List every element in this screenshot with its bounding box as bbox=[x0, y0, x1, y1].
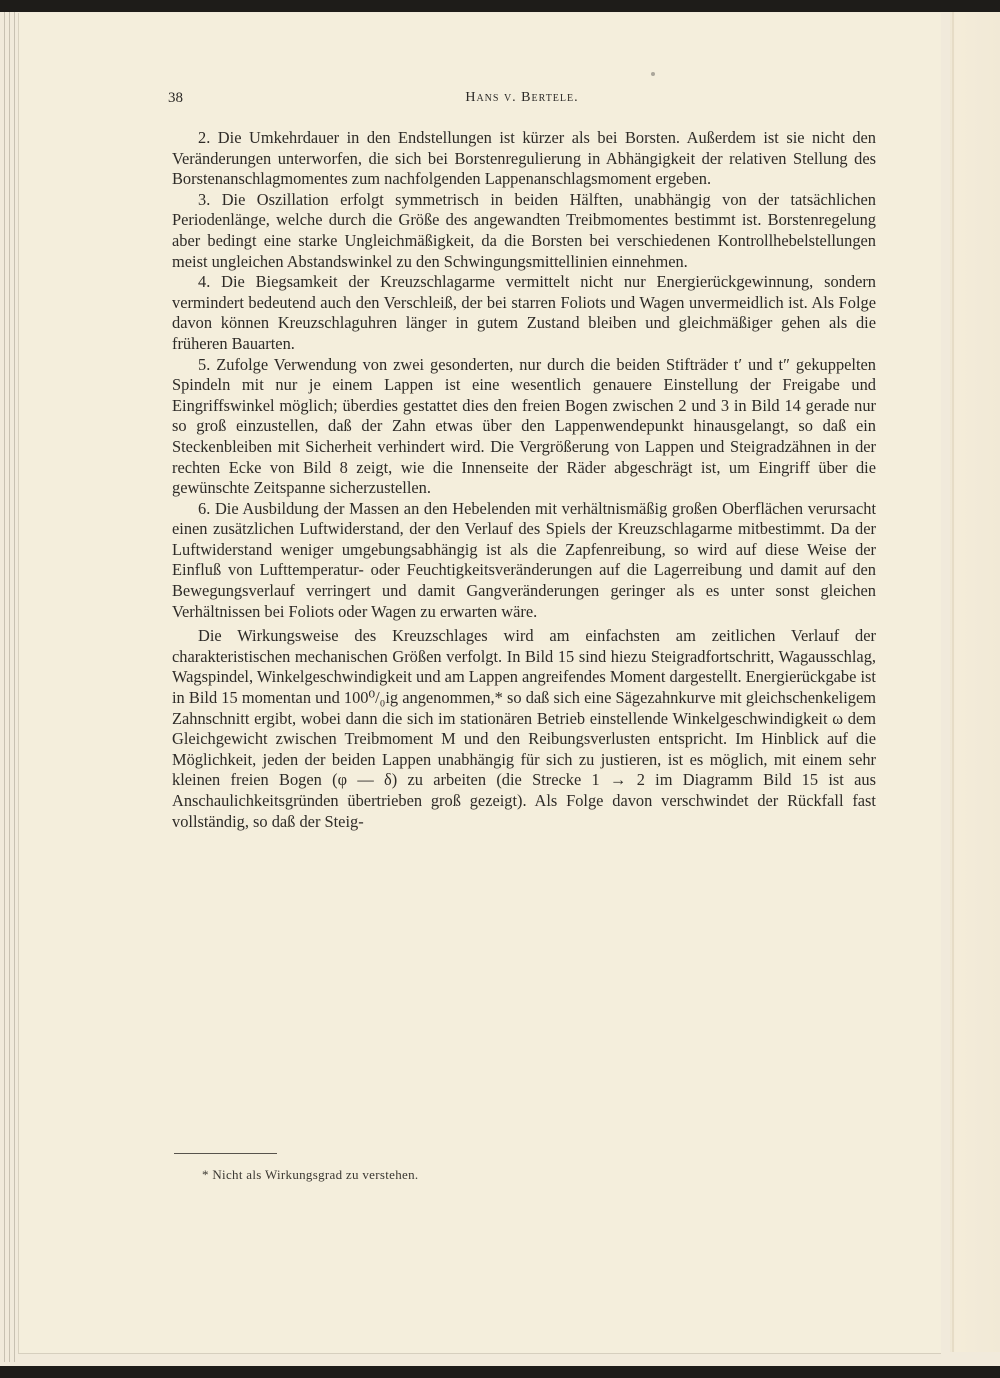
page-edge-line bbox=[14, 12, 15, 1362]
page-edge-line bbox=[9, 12, 10, 1362]
footnote-rule bbox=[174, 1153, 277, 1154]
body-text bbox=[172, 128, 876, 832]
paragraph-wirkungsweise: Die Wirkungsweise des Kreuzschlages wird am einfachsten am zeitlichen Verlauf der charakteristischen mechanischen Größen verfolgt. In Bild 15 sind hiezu Steigradfortschritt, Wagausschlag, Wagspindel, Winkelgeschwindigkeit und am Lappen angreifendes Moment dargestellt. Energierückgabe ist in Bild 15 momentan und 100⁰/₀ig angenommen,* so daß sich eine Sägezahnkurve mit gleichschenkeligem Zahnschnitt ergibt, wobei dann die sich im stationären Betrieb einstellende Winkelgeschwindigkeit ω dem Gleichgewicht zwischen Treibmoment M und den Reibungsverlusten entspricht. Im Hinblick auf die Möglichkeit, jeden der beiden Lappen unabhängig für sich zu justieren, ist es möglich, mit einem sehr kleinen freien Bogen (φ — δ) zu arbeiten (die Strecke 1 → 2 im Diagramm Bild 15 ist aus Anschaulichkeitsgründen übertrieben groß gezeigt). Als Folge davon verschwindet der Rückfall fast vollständig, so daß der Steig- bbox=[172, 626, 876, 831]
page-number: 38 bbox=[168, 90, 183, 106]
paragraph-item-5: 5. Zufolge Verwendung von zwei gesonderten, nur durch die beiden Stifträder t′ und t″ gekuppelten Spindeln mit nur je einem Lappen ist eine wesentlich genauere Einstellung der Freigabe und Eingriffswinkel möglich; überdies gestattet dies den freien Bogen zwischen 2 und 3 in Bild 14 gerade nur so groß einzustellen, daß der Zahn etwas über den Lappenwendepunkt hinausgelangt, so daß ein Steckenbleiben mit Sicherheit verhindert wird. Die Vergrößerung von Lappen und Steigradzähnen in der rechten Ecke von Bild 8 zeigt, wie die Innenseite der Räder abgeschrägt ist, um Eingriff über die gewünschte Zeitspanne sicherzustellen. bbox=[172, 354, 876, 498]
gutter-line bbox=[952, 12, 954, 1352]
running-head: Hans v. Bertele. bbox=[465, 90, 579, 105]
book-gutter bbox=[950, 12, 1000, 1352]
paper-speck bbox=[651, 72, 655, 76]
page-header bbox=[168, 90, 876, 112]
paragraph-item-2: 2. Die Umkehrdauer in den Endstellungen ist kürzer als bei Borsten. Außerdem ist sie nicht den Veränderungen unterworfen, die sich bei Borstenregulierung in Abhängigkeit der relativen Stellung des Borstenanschlagmomentes zum nachfolgenden Lappenanschlagsmoment ergeben. bbox=[172, 128, 876, 189]
page-edge-line bbox=[4, 12, 5, 1362]
footnote: * Nicht als Wirkungsgrad zu verstehen. bbox=[202, 1167, 419, 1182]
paragraph-item-6: 6. Die Ausbildung der Massen an den Hebelenden mit verhältnismäßig großen Oberflächen verursacht einen zusätzlichen Luftwiderstand, der den Verlauf des Spiels der Kreuzschlagarme mitbestimmt. Da der Luftwiderstand weniger umgebungsabhängig ist als die Zapfenreibung, so wird auf diese Weise der Einfluß von Lufttemperatur- oder Feuchtigkeitsveränderungen auf die Lagerreibung und damit auf den Bewegungsverlauf verringert und damit Gangveränderungen geringer als es unter sonst gleichen Verhältnissen bei Foliots oder Wagen zu erwarten wäre. bbox=[172, 498, 876, 621]
paragraph-item-3: 3. Die Oszillation erfolgt symmetrisch in beiden Hälften, unabhängig von der tatsächlichen Periodenlänge, welche durch die Größe des angewandten Treibmomentes bestimmt ist. Borstenregelung aber bedingt eine starke Ungleichmäßigkeit, da die Borsten bei verschiedenen Kontrollhebelstellungen meist ungleichen Abstandswinkel zu den Schwingungsmittellinien einnehmen. bbox=[172, 189, 876, 271]
paragraph-item-4: 4. Die Biegsamkeit der Kreuzschlagarme vermittelt nicht nur Energierückgewinnung, sondern vermindert bedeutend auch den Verschleiß, der bei starren Foliots und Wagen unvermeidlich ist. Als Folge davon können Kreuzschlaguhren länger in gutem Zustand bleiben und gleichmäßiger gehen als die früheren Bauarten. bbox=[172, 272, 876, 353]
